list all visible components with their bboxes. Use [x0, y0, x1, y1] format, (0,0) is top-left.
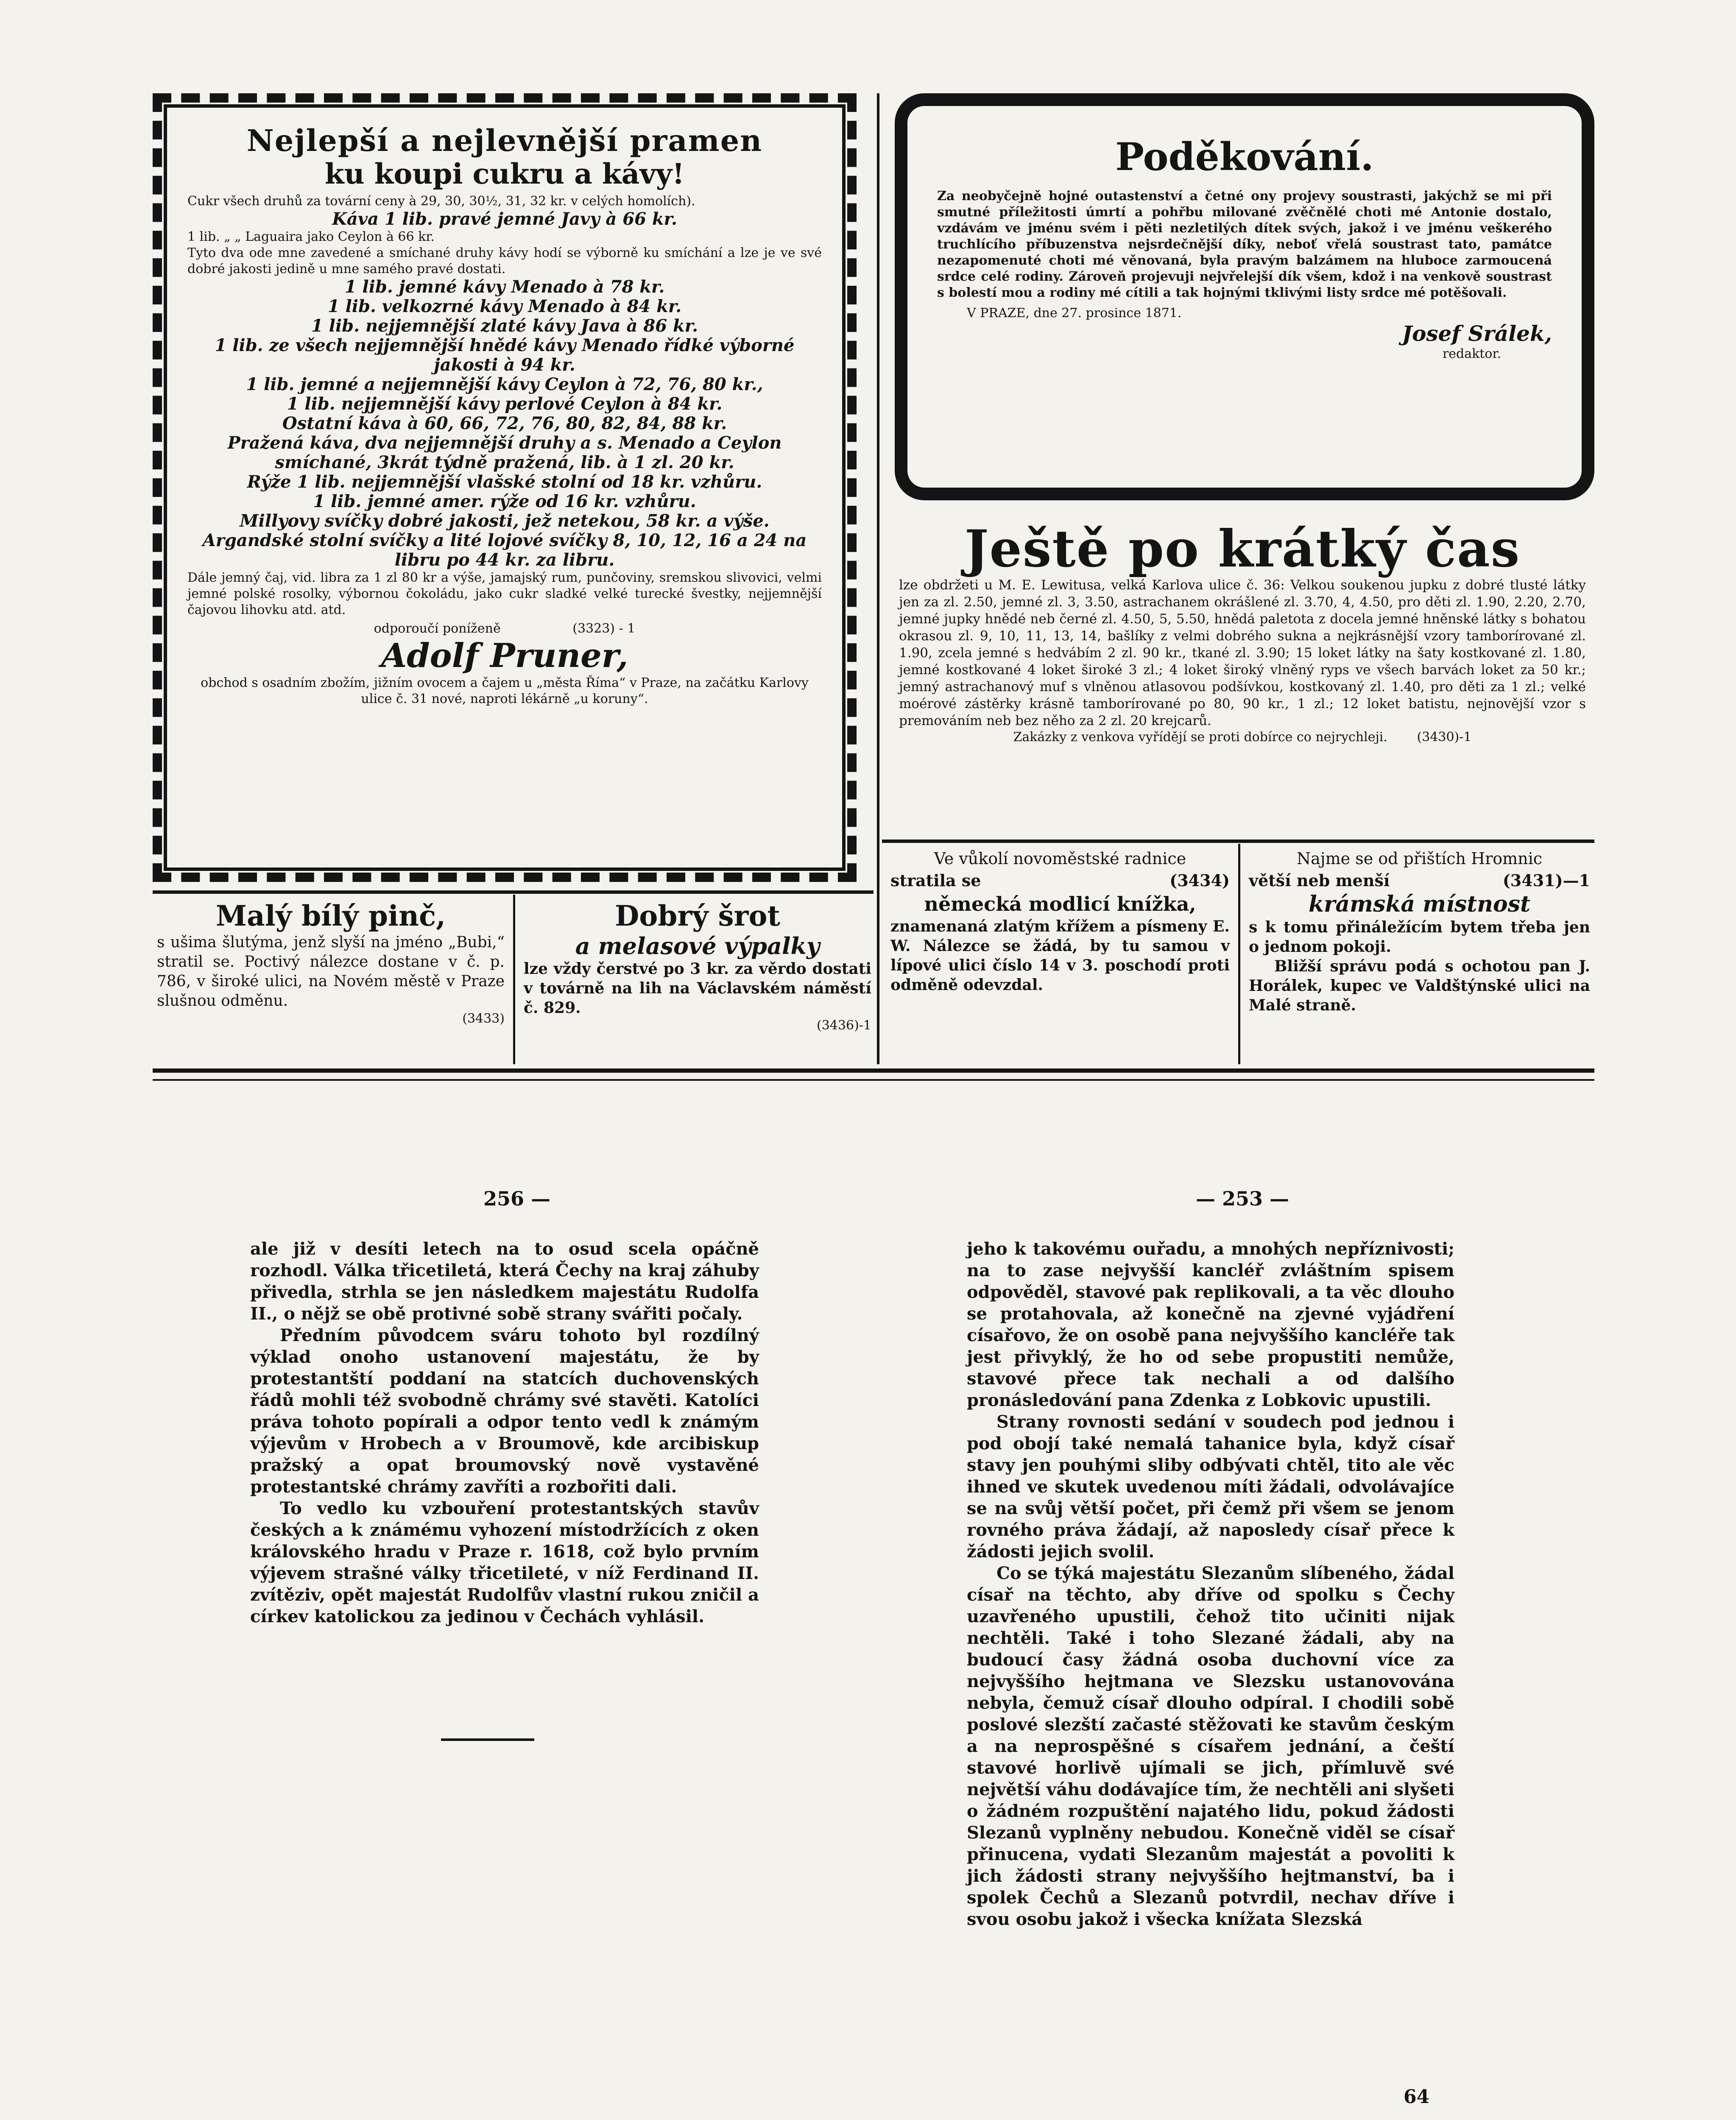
pinc-title: Malý bílý pinč, — [215, 899, 446, 932]
ad-pruner — [153, 93, 857, 882]
pruner-line: Pražená káva, dva nejjemnější druhy a s. Menado a Ceylon smíchané, 3krát týdně pražená, lib. à 1 zl. 20 kr. — [227, 433, 782, 472]
knizka-line2: stratila se — [890, 871, 981, 890]
podekovani-text: Za neobyčejně hojné outastenství a četné ony projevy soustrasti, jakýchž se mi při smutné příležitosti úmrtí a pohřbu milované zvěčnělé choti mé Antonie dostalo, vzdávám ve jménu svém i pěti nezletilých dítek svých, jakož i ve jménu veškerého truchlícího příbuzenstva nejsrdečnější díky, neboť vřelá soustrast tato, památce nezapomenuté choti mé věnovaná, byla pravým balzámem na hluboce zarmoucená srdce celé rodiny. Zároveň projevuji nejvřelejší dík všem, kdož i na venkově soustrast s bolestí mou a rodiny mé cítili a tak hojnými tklivými listy srdce mé potěšovali. — [937, 189, 1552, 300]
srot-subtitle: a melasové výpalky — [575, 932, 820, 960]
pruner-number: (3323) - 1 — [572, 621, 636, 636]
knizka-line2-row — [890, 870, 1230, 891]
pruner-line: 1 lib. jemné kávy Menado à 78 kr. — [344, 277, 665, 297]
pruner-recommends-text: odporoučí poníženě — [374, 621, 501, 636]
pruner-line: Millyovy svíčky dobré jakosti, jež netekou, 58 kr. a výše. — [240, 511, 770, 531]
lewitus-footer-text: Zakázky z venkova vyřídějí se proti dobírce co nejrychleji. — [1013, 730, 1387, 745]
ad-knizka — [886, 848, 1234, 1064]
pruner-line: Cukr všech druhů za tovární ceny à 29, 30, 30½, 31, 32 kr. v celých homolích). — [187, 194, 695, 209]
ad-srot — [519, 899, 876, 1064]
ad-mistnost — [1245, 848, 1594, 1064]
knizka-title: německá modlicí knížka, — [924, 893, 1196, 915]
mistnost-number: (3431)—1 — [1502, 871, 1590, 890]
ad-rule-2 — [1238, 844, 1240, 1064]
podekovani-date: V PRAZE, dne 27. prosince 1871. — [967, 306, 1182, 321]
pruner-line: 1 lib. ze všech nejjemnější hnědé kávy Menado řídké výborné jakosti à 94 kr. — [215, 335, 795, 375]
pruner-line: Káva 1 lib. pravé jemné Javy à 66 kr. — [332, 209, 677, 229]
pruner-headline-2: ku koupi cukru a kávy! — [324, 157, 685, 190]
pruner-line: Rýže 1 lib. nejjemnější vlašské stolní od 18 kr. vzhůru. — [247, 472, 762, 492]
mistnost-line2: větší neb menší — [1249, 871, 1390, 890]
knizka-text: znamenaná zlatým křížem a písmeny E. W. Nálezce se žádá, by tu samou v lípové ulici číslo 14 v 3. poschodí proti odměně odevzdal. — [890, 918, 1230, 994]
paragraph: jeho k takovému ouřadu, a mnohých nepříznivosti; na to zase nejvyšší kancléř zvláštním spisem odpověděl, stavové pak replikovali, a ta věc dlouho se protahovala, až konečně na zjevné vyjádření císařovo, že on osobě pana nejvyššího kancléře tak jest přivyklý, že ho od sebe propustiti nemůže, stavové přece tak nechali a od dalšího pronásledování pana Zdenka z Lobkovic upustili. — [967, 1239, 1454, 1410]
pruner-line: 1 lib. velkozrné kávy Menado à 84 kr. — [327, 296, 682, 316]
mistnost-line2-row — [1249, 870, 1590, 891]
column-rule — [877, 93, 879, 1064]
mistnost-text2: Bližší správu podá s ochotou pan J. Horálek, kupec ve Valdštýnské ulici na Malé straně. — [1249, 957, 1590, 1014]
book-left-end-rule — [441, 1738, 534, 1741]
lewitus-number: (3430)-1 — [1417, 730, 1472, 745]
srot-title: Dobrý šrot — [615, 899, 780, 932]
podekovani-signature: Josef Srálek, — [1402, 321, 1552, 346]
pruner-line: Argandské stolní svíčky a lité lojové svíčky 8, 10, 12, 16 a 24 na libru po 44 kr. za libru. — [202, 530, 807, 570]
srot-number: (3436)-1 — [817, 1018, 871, 1033]
ad-lewitus — [890, 522, 1594, 903]
pruner-price-list — [187, 193, 822, 618]
lewitus-text: lze obdržeti u M. E. Lewitusa, velká Karlova ulice č. 36: Velkou soukenou jupku z dobré tlusté látky jen za zl. 2.50, jemné zl. 3, 3.50, astrachanem okrášlené zl. 3.70, 4, 4.50, pro děti zl. 1.90, 2.20, 2.70, jemné jupky hnědé neb černé zl. 4.50, 5, 5.50, hnědá paletota z docela jemné hněnské látky s bohatou okrasou zl. 9, 10, 11, 13, 14, bašlíky z velmi dobrého sukna a nejkrásnější vzory tamborírované zl. 1.90, zcela jemné s hedvábím 2 zl. 90 kr., tkané zl. 3.90; 15 loket látky na šaty kostkované zl. 1.80, jemné kostkované 4 loket široké 3 zl.; 4 loket široký vlněný ryps ve všech barvách loket za 50 kr.; jemný astrachanový muf s vlněnou atlasovou podšívkou, kostkovaný zl. 1.40, pro děti za 1 zl.; velké moérové zástěrky krásně tamborírované po 80, 90 kr., 1 zl.; 12 loket batistu, nejnovější vzor s premováním neb bez něho za 2 zl. 20 krejcarů. — [899, 577, 1586, 728]
pruner-headline-1: Nejlepší a nejlevnější pramen — [246, 123, 763, 158]
pruner-line: Ostatní káva à 60, 66, 72, 76, 80, 82, 84, 88 kr. — [282, 413, 727, 433]
paragraph: Co se týká majestátu Slezanům slíbeného, žádal císař na těchto, aby dříve od spolku s Čechy uzavřeného upustili, čehož tito učiniti nijak nechtěli. Také i toho Slezané žádali, aby na budoucí časy žádná osoba duchovní více za nejvyššího hejtmana ve Slezsku ustanovována nebyla, čemuž císař dlouho odpíral. I chodili sobě poslové slezští začasté stěžovati ke stavům českým a na neprospěšné s císařem jednání, a čeští stavové horlivě ujímali se jich, přímluvě své největší váhu dodávajíce tím, že nechtěli ani slyšeti o žádném rozpuštění najatého lidu, pokud žádosti Slezanů vyplněny nebudou. Konečně viděl se císař přinucena, vydati Slezanům majestát a povoliti k jich žádosti strany nejvyššího hejtmanství, ba i spolek Čechů a Slezanů potvrdil, nechav dříve i svou osobu jakož i všecka knížata Slezská — [967, 1563, 1454, 1929]
pruner-footer: obchod s osadním zbožím, jižním ovocem a čajem u „města Říma“ v Praze, na začátku Karlovy ulice č. 31 nové, naproti lékárně „u koruny“. — [201, 675, 809, 706]
pruner-signature: Adolf Pruner, — [381, 636, 628, 675]
mistnost-text: s k tomu přináležícím bytem třeba jen o jednom pokoji. — [1249, 918, 1590, 956]
pruner-line: 1 lib. jemné amer. rýže od 16 kr. vzhůru. — [313, 491, 696, 511]
srot-text: lze vždy čerstvé po 3 kr. za věrdo dostati v továrně na lih na Václavském náměstí č. 829. — [524, 960, 871, 1017]
pinc-number: (3433) — [462, 1011, 505, 1026]
ad-podekovani — [895, 93, 1594, 500]
pinc-text: s ušima šlutýma, jenž slyší na jméno „Bubi,“ stratil se. Poctivý nálezce dostane v č. p. 786, v široké ulici, na Novém městě v Praze slušnou odměnu. — [157, 934, 505, 1010]
podekovani-role: redaktor. — [1442, 346, 1501, 361]
book-left-column — [250, 1238, 759, 1627]
knizka-number: (3434) — [1169, 871, 1230, 890]
ad-pinc — [153, 899, 509, 1064]
paragraph: Předním původcem sváru tohoto byl rozdílný výklad onoho ustanovení majestátu, že by protestantští poddaní na statcích duchovenských řádů mohli též svobodně chrámy své stavěti. Katolíci práva tohoto popírali a odpor tento vedl k známým výjevům v Hrobech a v Broumově, kde arcibiskup pražský a opat broumovský nově vystavěné protestantské chrámy zavříti a rozbořiti dali. — [250, 1325, 759, 1497]
lewitus-footer — [899, 729, 1586, 745]
book-right-page-number: — 253 — — [1196, 1187, 1289, 1210]
mistnost-title: krámská místnost — [1308, 891, 1531, 917]
scanned-page — [153, 85, 1594, 2108]
book-right-footer-number: 64 — [1404, 2086, 1430, 2108]
ads-rule-top — [153, 890, 874, 894]
book-left-page-number: 256 — — [483, 1187, 551, 1210]
pruner-line: 1 lib. jemné a nejjemnější kávy Ceylon à 72, 76, 80 kr., — [246, 374, 763, 394]
pruner-line: 1 lib. „ „ Laguaira jako Ceylon à 66 kr. — [187, 229, 435, 244]
podekovani-title: Poděkování. — [1115, 134, 1374, 179]
pruner-line: Dále jemný čaj, vid. libra za 1 zl 80 kr a výše, jamajský rum, punčoviny, sremskou slivovici, velmi jemné polské rosolky, výbornou čokoládu, jako cukr sladké velké turecké švestky, nejjemnější čajovou lihovku atd. atd. — [187, 570, 822, 617]
pruner-line: 1 lib. nejjemnější kávy perlové Ceylon à 84 kr. — [287, 394, 723, 414]
lewitus-headline: Ještě po krátký čas — [964, 522, 1521, 579]
ads-rule-right — [882, 840, 1594, 843]
pruner-line: Tyto dva ode mne zavedené a smíchané druhy kávy hodí se výborně ku smíchání a lze je ve své dobré jakosti jedině u mne samého pravé dostati. — [187, 245, 822, 276]
paragraph: Strany rovnosti sedání v soudech pod jednou i pod obojí také nemalá tahanice byla, když císař stavy jen pouhými sliby odbývati chtěl, tito ale věc ihned ve skutek uvedenou míti žádali, odvolávajíce se na svůj větší počet, při čemž při všem se jenom rovného práva žádají, až naposledy císař přece k žádosti jejich svolil. — [967, 1412, 1454, 1562]
paragraph: To vedlo ku vzbouření protestantských stavův českých a k známému vyhození místodržících z oken královského hradu v Praze r. 1618, což bylo prvním výjevem strašné války třicetileté, v níž Ferdinand II. zvítěziv, opět majestát Rudolfův vlastní rukou zničil a církev katolickou za jedinou v Čechách vyhlásil. — [250, 1498, 759, 1626]
book-right-column — [967, 1238, 1454, 1930]
ad-rule-1 — [513, 895, 515, 1064]
paragraph: ale již v desíti letech na to osud scela opáčně rozhodl. Válka třicetiletá, která Čechy na kraj záhuby přivedla, strhla se jen následkem majestátu Rudolfa II., o nějž se obě protivné sobě strany svářiti počaly. — [250, 1239, 759, 1324]
section-rule-1 — [153, 1068, 1594, 1073]
section-rule-2 — [153, 1079, 1594, 1081]
knizka-line1: Ve vůkolí novoměstské radnice — [934, 849, 1186, 868]
pruner-recommends — [187, 621, 822, 637]
pruner-line: 1 lib. nejjemnější zlaté kávy Java à 86 kr. — [311, 316, 698, 336]
mistnost-line1: Najme se od přištích Hromnic — [1296, 849, 1543, 868]
